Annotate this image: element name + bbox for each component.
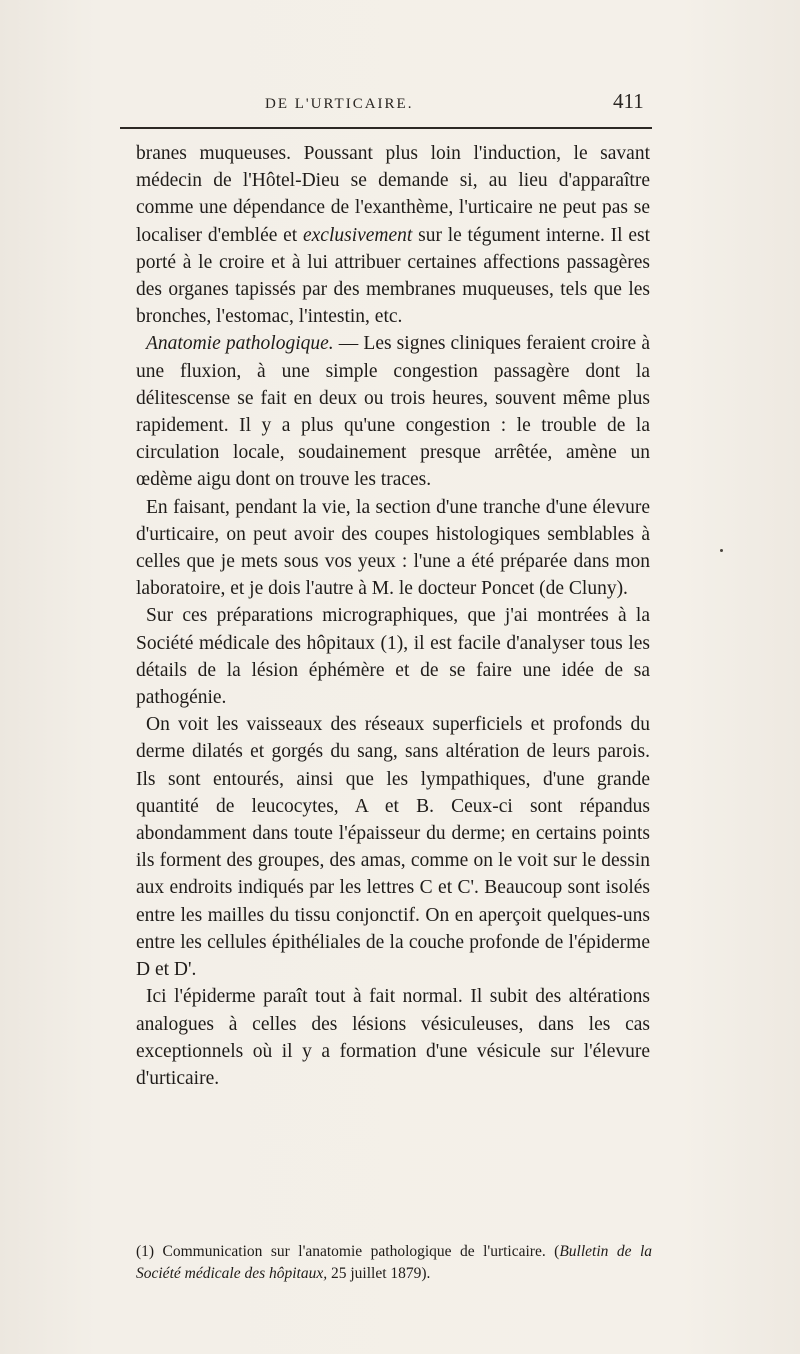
footnote: [136, 1241, 652, 1285]
footnote-text-b: 25 juillet 1879).: [327, 1265, 431, 1282]
paper-speck: [720, 549, 723, 552]
footnote-journal-title: Bulletin de la Société médicale des hôpitaux,: [136, 1243, 652, 1282]
paragraph-3: En faisant, pendant la vie, la section d'une tranche d'une élevure d'urticaire, on peut avoir des coupes histologiques semblables à celles que je mets sous vos yeux : l'une a été préparée dans mon laboratoire, et je dois l'autre à M. le docteur Poncet (de Cluny).: [136, 496, 650, 600]
footnote-text-a: Communication sur l'anatomie pathologique de l'urticaire. (: [154, 1243, 560, 1260]
paragraph-5: On voit les vaisseaux des réseaux superficiels et profonds du derme dilatés et gorgés du sang, sans altération de leurs parois. Ils sont entourés, ainsi que les lympathiques, d'une grande quantité de leucocytes, A et B. Ceux-ci sont répandus abondamment dans toute l'épaisseur du derme; en certains points ils forment des groupes, des amas, comme on le voit sur le dessin aux endroits indiqués par les lettres C et C'. Beaucoup sont isolés entre les mailles du tissu conjonctif. On en aperçoit quelques-uns entre les cellules épithéliales de la couche profonde de l'épiderme D et D'.: [136, 714, 650, 981]
paragraph-2: [136, 330, 650, 493]
header-rule: [120, 127, 652, 129]
paragraph-4: Sur ces préparations micrographiques, que j'ai montrées à la Société médicale des hôpitaux (1), il est facile d'analyser tous les détails de la lésion éphémère et de se faire une idée de sa pathogénie.: [136, 605, 650, 709]
paragraph-1-text-b: sur le tégument interne. Il est porté à le croire et à lui attribuer certaines affections passagères des organes tapissés par des membranes muqueuses, tels que les bronches, l'estomac, l'intestin, etc.: [136, 224, 650, 328]
paragraph-1: [136, 140, 650, 330]
paragraph-1-text-a: branes muqueuses. Poussant plus loin l'induction, le savant médecin de l'Hôtel-Dieu se demande si, au lieu d'apparaître comme une dépendance de l'exanthème, l'urticaire ne peut pas se localiser d'emblée et: [136, 143, 650, 246]
page-number: 411: [613, 89, 644, 113]
running-title: DE L'URTICAIRE.: [265, 96, 414, 112]
paragraph-6: Ici l'épiderme paraît tout à fait normal. Il subit des altérations analogues à celles des lésions vésiculeuses, dans les cas exceptionnels où il y a formation d'une vésicule sur l'élevure d'urticaire.: [136, 986, 650, 1089]
emphasis-exclusivement: exclusivement: [302, 224, 413, 246]
footnote-marker: (1): [136, 1243, 155, 1260]
paragraph-2-text: — Les signes cliniques feraient croire à une fluxion, à une simple congestion passagère dont la délitescense se fait en deux ou trois heures, souvent même plus rapidement. Il y a plus qu'une congestion : le trouble de la circulation locale, soudainement presque arrêtée, amène un œdème aigu dont on trouve les traces.: [136, 333, 650, 491]
body-text: [136, 140, 650, 1092]
section-heading-anatomie: Anatomie pathologique.: [146, 333, 334, 355]
